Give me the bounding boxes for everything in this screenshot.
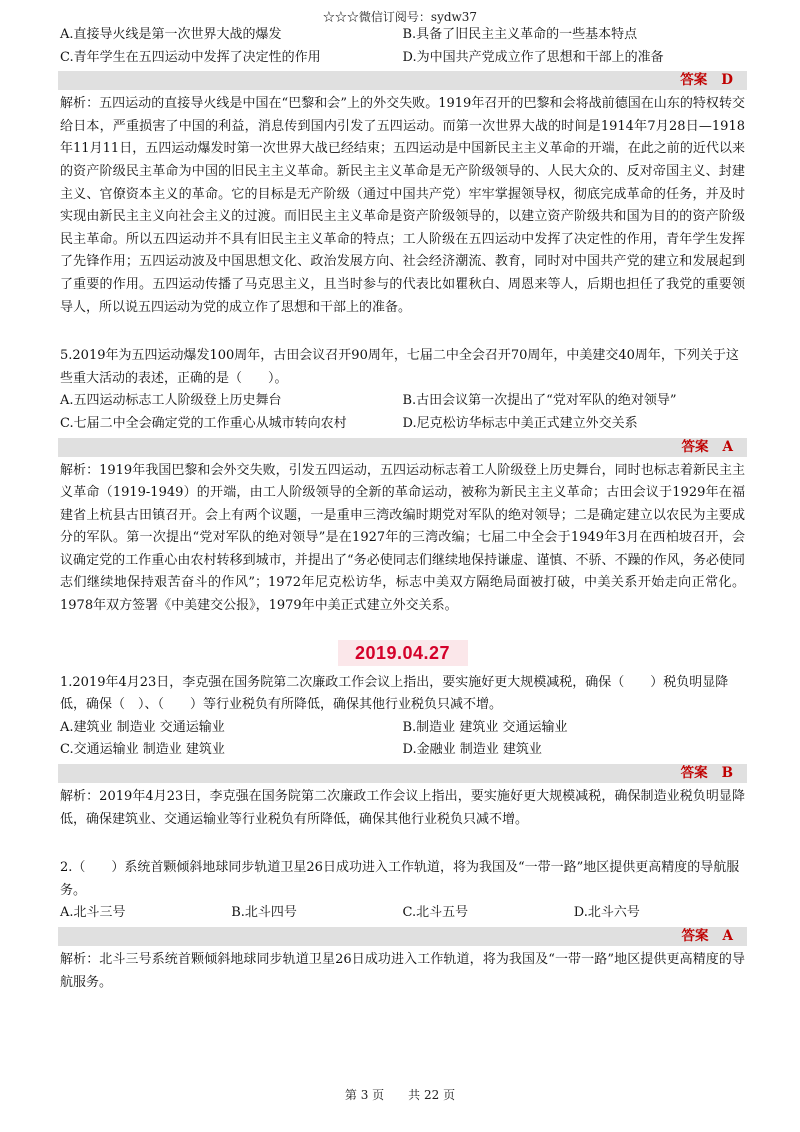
option-c: C.青年学生在五四运动中发挥了决定性的作用 bbox=[60, 49, 321, 65]
option-a: A.直接导火线是第一次世界大战的爆发 bbox=[60, 27, 282, 42]
prev-question-options bbox=[60, 24, 745, 69]
answer-bar bbox=[58, 438, 747, 457]
option-c: C.交通运输业 制造业 建筑业 bbox=[60, 742, 225, 758]
analysis-text: 解析：五四运动的直接导火线是中国在“巴黎和会”上的外交失败。1919年召开的巴黎和会将战前德国在山东的特权转交给日本，严重损害了中国的利益，消息传到国内引发了五四运动。而第一次世界大战的时间是1914年7月28日—1918年11月11日，五四运动爆发时第一次世界大战已经结束；五四运动是中国新民主主义革命的开端，在此之前的近代以来的资产阶级民主革命为中国的旧民主主义革命。新民主主义革命是无产阶级领导的、人民大众的、反对帝国主义、封建主义、官僚资本主义的革命。它的目标是无产阶级（通过中国共产党）牢牢掌握领导权，彻底完成革命的任务，并及时实现由新民主主义向社会主义的过渡。而旧民主主义革命是资产阶级领导的，以建立资产阶级共和国为目的的资产阶级民主革命。所以五四运动并不具有旧民主主义革命的特点；工人阶级在五四运动中发挥了决定性的作用，青年学生发挥了先锋作用；五四运动波及中国思想文化、政治发展方向、社会经济潮流、教育，同时对中国共产党的建立和发展起到了重要的作用。五四运动传播了马克思主义，且当时参与的代表比如瞿秋白、周恩来等人，后期也担任了我党的重要领导人，所以说五四运动为党的成立作了思想和干部上的准备。 bbox=[60, 96, 745, 315]
question-options bbox=[60, 390, 745, 435]
answer-value: A bbox=[722, 438, 733, 455]
option-d: D.北斗六号 bbox=[573, 905, 640, 921]
option-b: B.古田会议第一次提出了“党对军队的绝对领导” bbox=[402, 393, 677, 409]
option-c: C.北斗五号 bbox=[402, 905, 469, 921]
analysis-text: 解析：北斗三号系统首颗倾斜地球同步轨道卫星26日成功进入工作轨道，将为我国及“一带一路”地区提供更高精度的导航服务。 bbox=[60, 952, 745, 990]
answer-label: 答案 bbox=[681, 438, 709, 455]
option-a: A.建筑业 制造业 交通运输业 bbox=[60, 719, 225, 735]
page-footer: 第 3 页 共 22 页 bbox=[344, 1088, 456, 1102]
answer-bar bbox=[58, 764, 747, 783]
answer-value: D bbox=[721, 72, 733, 89]
question-options bbox=[60, 902, 745, 925]
option-c: C.七届二中全会确定党的工作重心从城市转向农村 bbox=[60, 415, 347, 431]
answer-label: 答案 bbox=[680, 765, 708, 782]
option-a: A.五四运动标志工人阶级登上历史舞台 bbox=[60, 393, 282, 409]
answer-bar bbox=[58, 71, 747, 90]
question-options bbox=[60, 717, 745, 762]
date-heading: 2019.04.27 bbox=[338, 640, 468, 666]
answer-label: 答案 bbox=[680, 72, 708, 89]
question-stem: 1.2019年4月23日，李克强在国务院第二次廉政工作会议上指出，要实施好更大规模减税，确保（ ）税负明显降低，确保（ ）、（ ）等行业税负有所降低，确保其他行业税负只减不增。 bbox=[60, 674, 729, 713]
document-body bbox=[60, 24, 745, 994]
option-d: D.为中国共产党成立作了思想和干部上的准备 bbox=[402, 49, 664, 65]
answer-label: 答案 bbox=[681, 928, 709, 944]
option-b: B.具备了旧民主主义革命的一些基本特点 bbox=[402, 27, 638, 42]
page-header: ☆☆☆微信订阅号：sydw37 bbox=[322, 10, 478, 24]
option-d: D.尼克松访华标志中美正式建立外交关系 bbox=[402, 415, 638, 431]
analysis-text: 解析：2019年4月23日，李克强在国务院第二次廉政工作会议上指出，要实施好更大规模减税，确保制造业税负明显降低，确保建筑业、交通运输业等行业税负有所降低，确保其他行业税负只减不增。 bbox=[60, 789, 745, 827]
answer-value: A bbox=[722, 928, 733, 944]
option-b: B.制造业 建筑业 交通运输业 bbox=[402, 719, 568, 735]
question-stem: 5.2019年为五四运动爆发100周年，古田会议召开90周年，七届二中全会召开70周年，中美建交40周年，下列关于这些重大活动的表述，正确的是（ ）。 bbox=[60, 348, 739, 386]
option-d: D.金融业 制造业 建筑业 bbox=[402, 742, 542, 758]
question-stem: 2.（ ）系统首颗倾斜地球同步轨道卫星26日成功进入工作轨道，将为我国及“一带一路”地区提供更高精度的导航服务。 bbox=[60, 860, 740, 898]
answer-value: B bbox=[721, 765, 733, 782]
analysis-text: 解析：1919年我国巴黎和会外交失败，引发五四运动，五四运动标志着工人阶级登上历史舞台，同时也标志着新民主主义革命（1919-1949）的开端，由工人阶级领导的全新的革命运动，被称为新民主主义革命；古田会议于1929年在福建省上杭县古田镇召开。会上有两个议题，一是重申三湾改编时期党对军队的绝对领导；二是确定建立以农民为主要成分的军队。第一次提出“党对军队的绝对领导”是在1927年的三湾改编；七届二中全会于1949年3月在西柏坡召开，会议确定党的工作重心由农村转移到城市，并提出了“务必使同志们继续地保持谦虚、谨慎、不骄、不躁的作风，务必使同志们继续地保持艰苦奋斗的作风”；1972年尼克松访华，标志中美双方隔绝局面被打破，中美关系开始走向正常化。1978年双方签署《中美建交公报》，1979年中美正式建立外交关系。 bbox=[60, 462, 745, 614]
answer-bar bbox=[58, 927, 747, 946]
option-a: A.北斗三号 bbox=[60, 905, 126, 921]
option-b: B.北斗四号 bbox=[231, 905, 297, 921]
